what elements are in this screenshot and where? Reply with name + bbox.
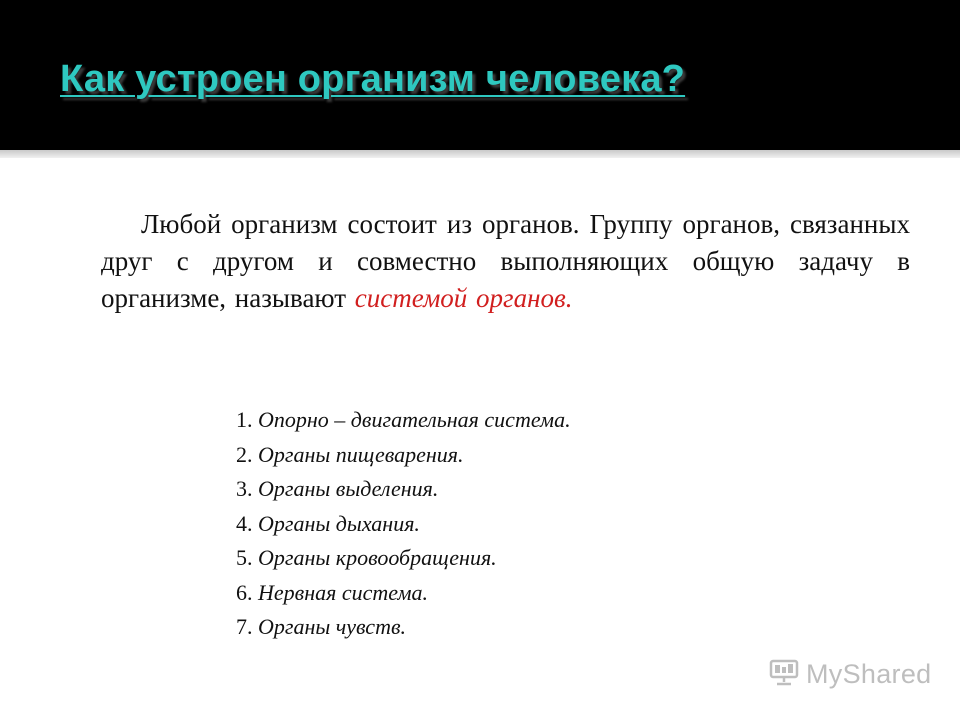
list-item-number: 7. — [236, 614, 253, 639]
list-item-number: 2. — [236, 441, 253, 467]
list-item-text: Опорно – двигательная система. — [258, 407, 571, 432]
list-item-number: 5. — [236, 545, 253, 570]
list-item — [236, 541, 571, 576]
list-item — [236, 576, 571, 611]
list-item-number: 3. — [236, 476, 253, 501]
list-item — [236, 472, 571, 507]
list-item-text: Нервная система. — [258, 579, 429, 605]
list-item — [236, 610, 571, 645]
slide-title: Как устроен организм человека? — [60, 58, 686, 100]
highlight-term: системой органов. — [354, 283, 573, 313]
list-item — [236, 438, 571, 473]
list-item-number: 4. — [236, 510, 253, 536]
list-item-text: Органы пищеварения. — [258, 441, 464, 467]
watermark-text: MyShared — [806, 659, 932, 689]
myshared-watermark — [768, 656, 931, 693]
list-item-text: Органы выделения. — [258, 476, 439, 501]
list-item — [236, 507, 571, 542]
list-item-text: Органы кровообращения. — [258, 545, 497, 570]
list-item — [236, 403, 571, 438]
presentation-screen-icon — [768, 656, 800, 693]
list-item-number: 1. — [236, 407, 253, 432]
list-item-text: Органы чувств. — [258, 614, 407, 639]
organ-systems-list — [236, 403, 571, 645]
title-divider — [0, 150, 960, 158]
list-item-number: 6. — [236, 579, 253, 605]
list-item-text: Органы дыхания. — [258, 510, 420, 536]
intro-paragraph — [101, 206, 910, 317]
intro-text: Любой организм состоит из органов. Группу органов, связанных друг с другом и совместно выполняющих общую задачу в организме, называют — [101, 209, 910, 313]
